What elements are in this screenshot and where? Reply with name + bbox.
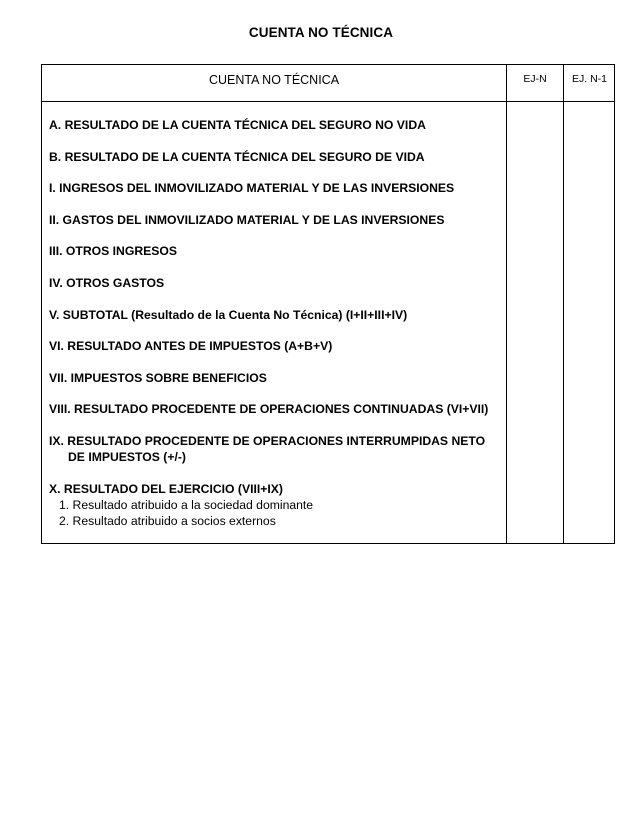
column-divider-current bbox=[506, 65, 507, 543]
row-i-investment-income: I. INGRESOS DEL INMOVILIZADO MATERIAL Y DE LAS INVERSIONES bbox=[49, 181, 455, 196]
row-vi-result-before-taxes: VI. RESULTADO ANTES DE IMPUESTOS (A+B+V) bbox=[49, 339, 333, 354]
table-rows bbox=[49, 117, 501, 529]
row-iii-other-income: III. OTROS INGRESOS bbox=[49, 244, 177, 259]
row-a-non-life-result: A. RESULTADO DE LA CUENTA TÉCNICA DEL SEGURO NO VIDA bbox=[49, 118, 426, 132]
income-statement-table bbox=[41, 64, 615, 544]
row-v-subtotal: V. SUBTOTAL (Resultado de la Cuenta No Técnica) (I+II+III+IV) bbox=[49, 307, 408, 322]
subrow-parent-company: 1. Resultado atribuido a la sociedad dominante bbox=[59, 497, 314, 512]
row-b-life-result: B. RESULTADO DE LA CUENTA TÉCNICA DEL SEGURO DE VIDA bbox=[49, 149, 425, 164]
row-ix-discontinued-operations: IX. RESULTADO PROCEDENTE DE OPERACIONES INTERRUMPIDAS NETO DE IMPUESTOS (+/-) bbox=[49, 433, 486, 464]
subrow-minority-interests: 2. Resultado atribuido a socios externos bbox=[59, 513, 276, 528]
header-divider bbox=[42, 101, 614, 102]
row-x-result-for-year: X. RESULTADO DEL EJERCICIO (VIII+IX) bbox=[49, 481, 283, 496]
header-current-year: EJ-N bbox=[523, 73, 547, 85]
column-divider-previous bbox=[563, 65, 564, 543]
row-iv-other-expenses: IV. OTROS GASTOS bbox=[49, 275, 165, 290]
row-viii-continuing-operations: VIII. RESULTADO PROCEDENTE DE OPERACIONES CONTINUADAS (VI+VII) bbox=[49, 402, 489, 417]
row-vii-income-taxes: VII. IMPUESTOS SOBRE BENEFICIOS bbox=[49, 370, 267, 385]
page-title: CUENTA NO TÉCNICA bbox=[248, 25, 394, 40]
row-ii-investment-expenses: II. GASTOS DEL INMOVILIZADO MATERIAL Y DE LAS INVERSIONES bbox=[49, 212, 445, 227]
header-concept: CUENTA NO TÉCNICA bbox=[208, 73, 340, 87]
header-previous-year: EJ. N-1 bbox=[571, 73, 607, 85]
